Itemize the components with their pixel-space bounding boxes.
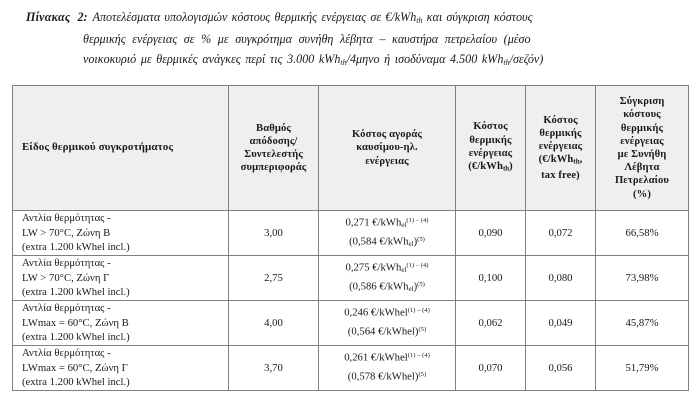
cell-fuel-cost bbox=[319, 301, 456, 346]
footnote-ref: (1) – (4) bbox=[407, 307, 430, 315]
fuel-alt: (0,564 €/kWhel)$^{(5)}$ bbox=[347, 325, 427, 338]
cell-comparison: 66,58% bbox=[596, 211, 689, 256]
header-line: θερμικής bbox=[539, 127, 582, 139]
kind-line: Αντλία θερμότητας - bbox=[22, 347, 111, 360]
header-line: Κόστος bbox=[543, 114, 578, 126]
table-header-row bbox=[13, 86, 689, 211]
header-line: συμπεριφοράς bbox=[240, 162, 307, 174]
header-line: ενέργειας bbox=[365, 155, 409, 167]
caption-sub-th-3: th bbox=[503, 57, 510, 67]
header-line: Βαθμός bbox=[256, 122, 291, 134]
footnote-ref: (5) bbox=[417, 236, 425, 243]
fuel-main: 0,275 €/kWh$_{el}^{(1) - (4)}$ bbox=[345, 261, 429, 275]
header-line: ενέργειας bbox=[620, 135, 664, 147]
header-unit-line2: tax free) bbox=[541, 170, 580, 182]
table-body bbox=[13, 211, 689, 391]
header-line: κόστους bbox=[623, 109, 661, 121]
table-row bbox=[13, 346, 689, 391]
caption-sub-th-1: th bbox=[416, 15, 423, 25]
unit-sub-el: el bbox=[408, 284, 414, 293]
table-caption bbox=[0, 0, 700, 72]
cell-thermal-cost-taxfree: 0,056 bbox=[526, 346, 596, 391]
results-table-container bbox=[12, 85, 688, 391]
cell-fuel-cost bbox=[319, 211, 456, 256]
cell-thermal-cost: 0,090 bbox=[456, 211, 526, 256]
caption-line-3: νοικοκυριό με θερμικές ανάγκες περί τις 3.000 kWh$_{th}$/4μηνο ή ισοδύναμα 4.500 kWh$_{th}$/σεζόν) bbox=[83, 51, 544, 67]
caption-line-1-text: Αποτελέσματα υπολογισμών κόστους θερμικής ενέργειας σε €/kWh$_{th}$ και σύγκριση κόστους bbox=[92, 10, 533, 25]
cell-thermal-cost-taxfree: 0,049 bbox=[526, 301, 596, 346]
unit-sub-el: el bbox=[401, 221, 407, 230]
cell-thermal-cost-taxfree: 0,072 bbox=[526, 211, 596, 256]
header-unit: (€/kWh$_{th}$) bbox=[468, 160, 513, 173]
header-line: ενέργειας bbox=[538, 141, 583, 153]
unit-sub-el: el bbox=[408, 239, 414, 248]
cell-thermal-cost: 0,062 bbox=[456, 301, 526, 346]
table-header bbox=[13, 86, 689, 211]
header-line: Κόστος αγοράς bbox=[352, 129, 422, 141]
header-line: (%) bbox=[633, 188, 651, 200]
header-unit: (€/kWh$_{th}$, bbox=[538, 154, 583, 166]
footnote-ref: (5) bbox=[418, 371, 427, 378]
fuel-main: 0,246 €/kWhel$^{(1) - (4)}$ bbox=[344, 306, 430, 319]
kind-line: (extra 1.200 kWhel incl.) bbox=[22, 331, 130, 344]
column-header-efficiency bbox=[229, 86, 319, 211]
fuel-alt: (0,584 €/kWh$_{el}$)$^{(5)}$ bbox=[349, 235, 425, 248]
footnote-ref: (5) bbox=[418, 326, 427, 333]
unit-sub-th: th bbox=[573, 157, 580, 166]
column-header-comparison bbox=[596, 86, 689, 211]
cell-comparison: 73,98% bbox=[596, 256, 689, 301]
header-line: Συντελεστής bbox=[244, 149, 303, 160]
cell-comparison: 51,79% bbox=[596, 346, 689, 391]
cell-comparison: 45,87% bbox=[596, 301, 689, 346]
kind-line: Αντλία θερμότητας - bbox=[22, 257, 111, 270]
caption-label: Πίνακας bbox=[26, 10, 71, 24]
unit-sub-th: th bbox=[502, 164, 510, 173]
cell-thermal-cost: 0,100 bbox=[456, 256, 526, 301]
kind-line: (extra 1.200 kWhel incl.) bbox=[22, 286, 130, 299]
cell-thermal-cost: 0,070 bbox=[456, 346, 526, 391]
cell-thermal-cost-taxfree: 0,080 bbox=[526, 256, 596, 301]
header-line: καυσίμου-ηλ. bbox=[356, 142, 418, 154]
cell-kind bbox=[13, 256, 229, 301]
header-line: Λέβητα bbox=[624, 162, 660, 174]
caption-sub-th-2: th bbox=[340, 57, 347, 67]
column-header-kind: Είδος θερμικού συγκροτήματος bbox=[13, 86, 229, 211]
header-line: θερμικής bbox=[469, 134, 512, 146]
cell-fuel-cost bbox=[319, 256, 456, 301]
caption-line-2: θερμικής ενέργειας σε % με συγκρότημα συνήθη λέβητα – καυστήρα πετρελαίου (μέσο bbox=[83, 32, 531, 47]
header-line: Κόστος bbox=[473, 121, 508, 133]
cell-efficiency: 3,00 bbox=[229, 211, 319, 256]
results-table bbox=[12, 85, 689, 391]
header-line: με Συνήθη bbox=[617, 149, 667, 160]
kind-line: Αντλία θερμότητας - bbox=[22, 212, 111, 225]
kind-line: LWmax = 60°C, Ζώνη Β bbox=[22, 316, 129, 329]
cell-kind bbox=[13, 211, 229, 256]
fuel-main: 0,261 €/kWhel$^{(1) - (4)}$ bbox=[344, 351, 430, 364]
footnote-ref: (1) – (4) bbox=[406, 262, 429, 270]
cell-efficiency: 4,00 bbox=[229, 301, 319, 346]
fuel-alt: (0,586 €/kWh$_{el}$)$^{(5)}$ bbox=[349, 280, 425, 293]
kind-line: (extra 1.200 kWhel incl.) bbox=[22, 241, 130, 254]
kind-line: LW > 70°C, Ζώνη Β bbox=[22, 226, 111, 239]
kind-line: Αντλία θερμότητας - bbox=[22, 302, 111, 315]
kind-line: LWmax = 60°C, Ζώνη Γ bbox=[22, 361, 128, 374]
fuel-main: 0,271 €/kWh$_{el}^{(1) - (4)}$ bbox=[345, 216, 429, 230]
column-header-fuel-cost bbox=[319, 86, 456, 211]
caption-number: 2: bbox=[77, 10, 88, 24]
footnote-ref: (1) – (4) bbox=[406, 217, 429, 225]
cell-kind bbox=[13, 346, 229, 391]
kind-line: (extra 1.200 kWhel incl.) bbox=[22, 376, 130, 389]
unit-sub-el: el bbox=[401, 266, 407, 275]
cell-kind bbox=[13, 301, 229, 346]
table-row bbox=[13, 256, 689, 301]
header-line: Πετρελαίου bbox=[614, 175, 670, 187]
cell-efficiency: 3,70 bbox=[229, 346, 319, 391]
header-line: ενέργειας bbox=[468, 147, 513, 159]
header-line: Σύγκριση bbox=[619, 96, 665, 108]
caption-line-1 bbox=[26, 8, 688, 30]
table-row bbox=[13, 211, 689, 256]
cell-fuel-cost bbox=[319, 346, 456, 391]
kind-line: LW > 70°C, Ζώνη Γ bbox=[22, 271, 110, 284]
fuel-alt: (0,578 €/kWhel)$^{(5)}$ bbox=[347, 370, 427, 383]
cell-efficiency: 2,75 bbox=[229, 256, 319, 301]
table-row bbox=[13, 301, 689, 346]
column-header-thermal-cost-taxfree bbox=[526, 86, 596, 211]
header-line: απόδοσης/ bbox=[249, 135, 298, 147]
footnote-ref: (1) – (4) bbox=[407, 352, 430, 360]
header-line: θερμικής bbox=[620, 122, 664, 134]
footnote-ref: (5) bbox=[417, 281, 425, 288]
column-header-thermal-cost bbox=[456, 86, 526, 211]
